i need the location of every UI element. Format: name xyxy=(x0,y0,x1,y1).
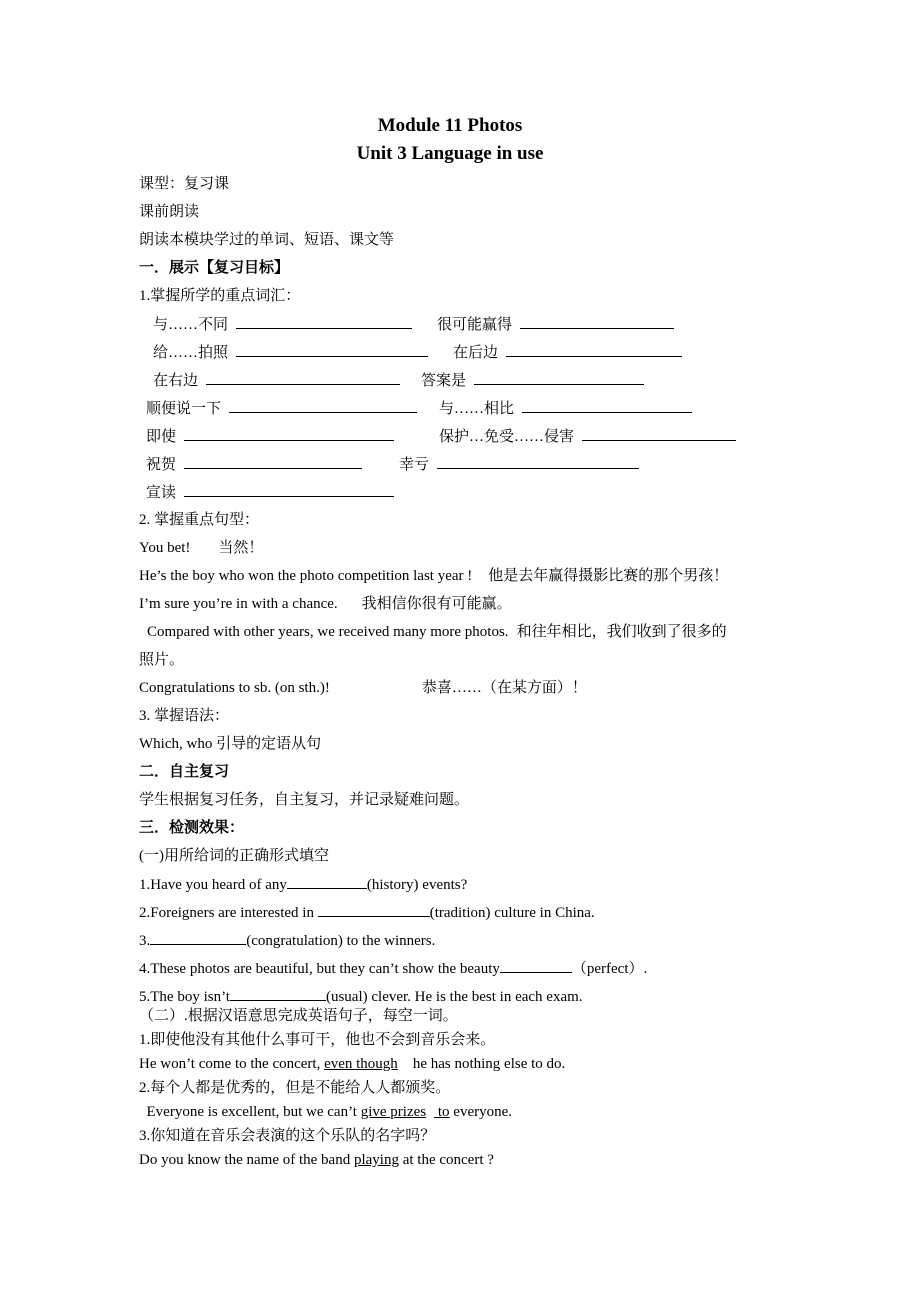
sentence-row: I’m sure you’re in with a chance. 我相信你很有可能赢。 xyxy=(139,596,512,612)
exercise-item: 5.The boy isn’t (usual) clever. He is the best in each exam. xyxy=(139,986,583,1007)
vocab-item: 即使 xyxy=(146,426,394,447)
answer-blank[interactable] xyxy=(236,314,412,329)
translation-answer: He won’t come to the concert, even though he has nothing else to do. xyxy=(139,1056,566,1072)
filled-answer[interactable]: playing xyxy=(353,1152,399,1168)
sentence-row-cont: 照片。 xyxy=(139,652,185,668)
translation-prompt: 1.即使他没有其他什么事可干，他也不会到音乐会来。 xyxy=(139,1032,496,1048)
sentence-row: Congratulations to sb. (on sth.)! 恭喜……（在某方面）！ xyxy=(139,680,587,696)
grammar-point: Which, who 引导的定语从句 xyxy=(139,736,322,752)
vocab-item: 在后边 xyxy=(453,342,682,363)
vocab-item: 保护…免受……侵害 xyxy=(439,426,736,447)
vocab-item: 在右边 xyxy=(153,370,400,391)
vocab-item: 与……相比 xyxy=(439,398,692,419)
filled-answer[interactable]: give prizes xyxy=(360,1104,427,1120)
translation-answer: Do you know the name of the band playing at the concert ? xyxy=(139,1152,494,1168)
section3-heading: 三．检测效果： xyxy=(139,820,245,836)
sentences-heading: 2. 掌握重点句型： xyxy=(139,512,260,528)
answer-blank[interactable] xyxy=(474,370,644,385)
document-title: Module 11 Photos xyxy=(377,115,523,136)
answer-blank[interactable] xyxy=(184,454,362,469)
sentence-row: He’s the boy who won the photo competition last year ! 他是去年赢得摄影比赛的那个男孩！ xyxy=(139,568,729,584)
vocab-item: 与……不同 xyxy=(153,314,412,335)
document-subtitle: Unit 3 Language in use xyxy=(356,143,544,164)
answer-blank[interactable] xyxy=(184,482,394,497)
vocab-item: 给……拍照 xyxy=(153,342,428,363)
answer-blank[interactable] xyxy=(500,958,572,973)
answer-blank[interactable] xyxy=(206,370,400,385)
vocab-item: 幸亏 xyxy=(399,454,639,475)
translation-answer: Everyone is excellent, but we can’t give prizes to everyone. xyxy=(139,1104,513,1120)
part1-title: (一)用所给词的正确形式填空 xyxy=(139,848,329,864)
answer-blank[interactable] xyxy=(582,426,736,441)
sentence-row: You bet! 当然！ xyxy=(139,540,264,556)
vocab-item: 祝贺 xyxy=(146,454,362,475)
answer-blank[interactable] xyxy=(522,398,692,413)
exercise-item: 3. (congratulation) to the winners. xyxy=(139,930,435,951)
section1-heading: 一．展示【复习目标】 xyxy=(139,260,290,276)
vocab-item: 顺便说一下 xyxy=(146,398,417,419)
answer-blank[interactable] xyxy=(437,454,639,469)
section2-desc: 学生根据复习任务，自主复习，并记录疑难问题。 xyxy=(139,792,470,808)
pre-reading: 课前朗读 xyxy=(139,204,200,220)
answer-blank[interactable] xyxy=(520,314,674,329)
exercise-item: 2.Foreigners are interested in (tradition) culture in China. xyxy=(139,902,595,923)
part2-title: （二）.根据汉语意思完成英语句子，每空一词。 xyxy=(139,1008,458,1024)
vocab-item: 很可能赢得 xyxy=(437,314,674,335)
answer-blank[interactable] xyxy=(318,902,430,917)
vocab-item: 答案是 xyxy=(421,370,644,391)
pre-reading-desc: 朗读本模块学过的单词、短语、课文等 xyxy=(139,232,395,248)
section2-heading: 二．自主复习 xyxy=(139,764,230,780)
lesson-type: 课型：复习课 xyxy=(139,176,230,192)
vocab-heading: 1.掌握所学的重点词汇： xyxy=(139,288,301,304)
exercise-item: 1.Have you heard of any (history) events? xyxy=(139,874,467,895)
exercise-item: 4.These photos are beautiful, but they can’t show the beauty （perfect）. xyxy=(139,958,647,979)
translation-prompt: 3.你知道在音乐会表演的这个乐队的名字吗？ xyxy=(139,1128,436,1144)
answer-blank[interactable] xyxy=(506,342,682,357)
answer-blank[interactable] xyxy=(236,342,428,357)
answer-blank[interactable] xyxy=(150,930,246,945)
translation-prompt: 2.每个人都是优秀的，但是不能给人人都颁奖。 xyxy=(139,1080,451,1096)
filled-answer[interactable]: to xyxy=(434,1104,450,1120)
sentence-row: Compared with other years, we received many more photos. 和往年相比，我们收到了很多的 xyxy=(147,624,727,640)
answer-blank[interactable] xyxy=(184,426,394,441)
grammar-heading: 3. 掌握语法： xyxy=(139,708,230,724)
filled-answer[interactable]: even though xyxy=(324,1056,398,1072)
answer-blank[interactable] xyxy=(230,986,326,1001)
answer-blank[interactable] xyxy=(287,874,367,889)
answer-blank[interactable] xyxy=(229,398,417,413)
vocab-item: 宣读 xyxy=(146,482,394,503)
